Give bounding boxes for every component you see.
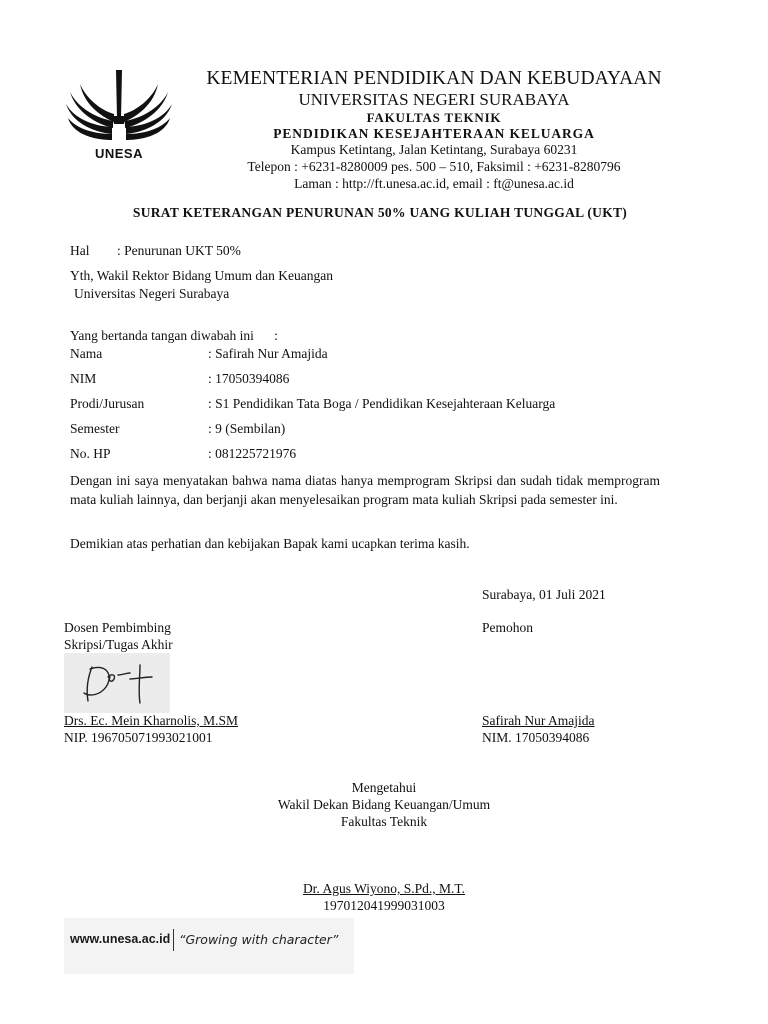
document-title: SURAT KETERANGAN PENURUNAN 50% UANG KULIAH TUNGGAL (UKT) bbox=[132, 205, 628, 220]
recipient-line-1: Yth, Wakil Rektor Bidang Umum dan Keuangan bbox=[70, 268, 333, 283]
web-line: Laman : http://ft.unesa.ac.id, email : ft@unesa.ac.id bbox=[294, 176, 574, 191]
right-signatory-name: Safirah Nur Amajida bbox=[482, 713, 595, 728]
right-role: Pemohon bbox=[482, 620, 534, 635]
left-signatory-name: Drs. Ec. Mein Kharnolis, M.SM bbox=[64, 713, 238, 728]
approval-name: Dr. Agus Wiyono, S.Pd., M.T. bbox=[302, 881, 466, 896]
university-name: UNIVERSITAS NEGERI SURABAYA bbox=[298, 90, 570, 109]
right-signatory-id: NIM. 17050394086 bbox=[482, 730, 590, 745]
phone-line: Telepon : +6231-8280009 pes. 500 – 510, Faksimil : +6231-8280796 bbox=[247, 159, 621, 174]
footer-divider bbox=[173, 929, 174, 951]
faculty-name: FAKULTAS TEKNIK bbox=[366, 110, 502, 125]
approval-line-2: Wakil Dekan Bidang Keuangan/Umum bbox=[277, 797, 491, 812]
unesa-logo bbox=[60, 66, 178, 166]
field-label-semester: Semester bbox=[70, 421, 120, 436]
field-label-prodi: Prodi/Jurusan bbox=[70, 396, 145, 411]
field-value-nama: : Safirah Nur Amajida bbox=[208, 346, 328, 361]
field-value-prodi: : S1 Pendidikan Tata Boga / Pendidikan Kesejahteraan Keluarga bbox=[208, 396, 556, 411]
intro-line: Yang bertanda tangan diwabah ini : bbox=[70, 328, 278, 343]
address-line: Kampus Ketintang, Jalan Ketintang, Surabaya 60231 bbox=[290, 142, 578, 157]
left-role-line-1: Dosen Pembimbing bbox=[64, 620, 171, 635]
footer-url: www.unesa.ac.id bbox=[70, 932, 171, 946]
hal-label: Hal bbox=[70, 243, 90, 258]
signature-icon bbox=[64, 653, 170, 713]
place-date: Surabaya, 01 Juli 2021 bbox=[482, 587, 606, 602]
field-value-hp: : 081225721976 bbox=[208, 446, 297, 461]
field-label-hp: No. HP bbox=[70, 446, 111, 461]
logo-text: UNESA bbox=[94, 146, 143, 161]
handwritten-signature bbox=[64, 653, 170, 713]
closing-line: Demikian atas perhatian dan kebijakan Bapak kami ucapkan terima kasih. bbox=[70, 536, 470, 551]
ministry-name: KEMENTERIAN PENDIDIKAN DAN KEBUDAYAAN bbox=[206, 68, 662, 89]
body-paragraph: Dengan ini saya menyatakan bahwa nama diatas hanya memprogram Skripsi dan sudah tidak memprogram mata kuliah lainnya, dan berjanji akan menyelesaikan program mata kuliah Skripsi pada semester ini. bbox=[70, 473, 660, 507]
approval-line-1: Mengetahui bbox=[351, 780, 417, 795]
field-label-nama: Nama bbox=[70, 346, 103, 361]
approval-id: 197012041999031003 bbox=[323, 898, 445, 913]
field-value-nim: : 17050394086 bbox=[208, 371, 290, 386]
recipient-line-2: Universitas Negeri Surabaya bbox=[74, 286, 230, 301]
approval-line-3: Fakultas Teknik bbox=[340, 814, 428, 829]
footer-tagline: “Growing with character” bbox=[179, 932, 339, 947]
field-label-nim: NIM bbox=[70, 371, 97, 386]
field-value-semester: : 9 (Sembilan) bbox=[208, 421, 286, 436]
department-name: PENDIDIKAN KESEJAHTERAAN KELUARGA bbox=[273, 126, 595, 141]
footer-banner bbox=[64, 918, 354, 974]
left-signatory-id: NIP. 196705071993021001 bbox=[64, 730, 213, 745]
hal-value: : Penurunan UKT 50% bbox=[117, 243, 241, 258]
left-role-line-2: Skripsi/Tugas Akhir bbox=[64, 637, 173, 652]
